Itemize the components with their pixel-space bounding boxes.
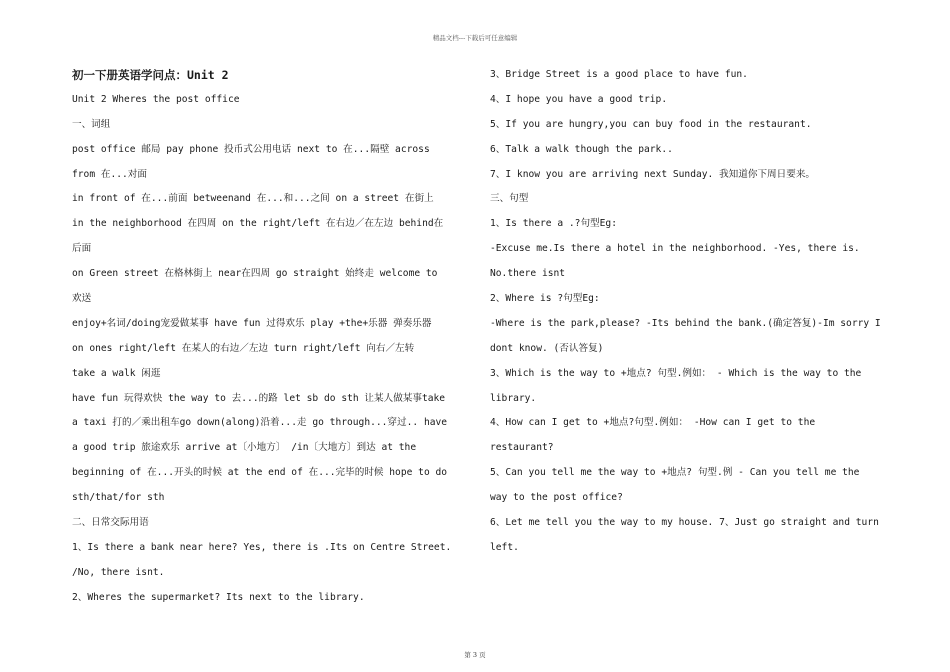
text-line: library. bbox=[490, 392, 537, 404]
text-line: 1、Is there a bank near here? Yes, there is .Its on Centre Street. bbox=[72, 541, 452, 553]
text-line: 1、Is there a .?句型Eg: bbox=[490, 218, 617, 230]
text-line: -Excuse me.Is there a hotel in the neighborhood. -Yes, there is. bbox=[490, 243, 860, 255]
text-line: 后面 bbox=[72, 243, 92, 255]
text-line: way to the post office? bbox=[490, 492, 623, 504]
text-line: 2、Wheres the supermarket? Its next to the library. bbox=[72, 591, 365, 603]
text-line: 5、If you are hungry,you can buy food in the restaurant. bbox=[490, 118, 812, 130]
text-line: beginning of 在...开头的时候 at the end of 在...完毕的时候 hope to do bbox=[72, 467, 448, 479]
text-line: 4、I hope you have a good trip. bbox=[490, 93, 668, 105]
text-line: 3、Which is the way to +地点? 句型.例如： - Which is the way to the bbox=[490, 367, 862, 379]
text-line: on Green street 在格林街上 near在四周 go straight 始终走 welcome to bbox=[72, 268, 438, 280]
text-line: post office 邮局 pay phone 投币式公用电话 next to 在...隔壁 across bbox=[72, 143, 430, 155]
section-heading-expressions: 二、日常交际用语 bbox=[72, 517, 149, 529]
text-line: 欢送 bbox=[72, 293, 92, 305]
text-line: 6、Talk a walk though the park.. bbox=[490, 143, 673, 155]
text-line: sth/that/for sth bbox=[72, 492, 165, 504]
text-line: -Where is the park,please? -Its behind the bank.(确定答复)-Im sorry I bbox=[490, 317, 881, 329]
text-line: 7、I know you are arriving next Sunday. 我知道你下周日要来。 bbox=[490, 168, 816, 180]
text-line: a taxi 打的／乘出租车go down(along)沿着...走 go through...穿过.. have bbox=[72, 417, 448, 429]
text-line: have fun 玩得欢快 the way to 去...的路 let sb do sth 让某人做某事take bbox=[72, 392, 446, 404]
text-line: left. bbox=[490, 541, 519, 553]
text-line: in front of 在...前面 betweenand 在...和...之间 on a street 在街上 bbox=[72, 193, 434, 205]
text-line: enjoy+名词/doing宠爱做某事 have fun 过得欢乐 play +the+乐器 弹奏乐器 bbox=[72, 317, 432, 329]
section-heading-patterns: 三、句型 bbox=[490, 193, 529, 205]
text-line: 6、Let me tell you the way to my house. 7、Just go straight and turn bbox=[490, 517, 879, 529]
text-line: 2、Where is ?句型Eg: bbox=[490, 293, 600, 305]
left-column bbox=[72, 63, 460, 611]
text-line: a good trip 旅途欢乐 arrive at〔小地方〕 /in〔大地方〕到达 at the bbox=[72, 442, 417, 454]
text-line: restaurant? bbox=[490, 442, 554, 454]
text-line: take a walk 闲逛 bbox=[72, 367, 161, 379]
text-line: 5、Can you tell me the way to +地点? 句型.例 - Can you tell me the bbox=[490, 467, 860, 479]
text-line: in the neighborhood 在四周 on the right/left 在右边／在左边 behind在 bbox=[72, 218, 444, 230]
text-line: No.there isnt bbox=[490, 268, 566, 280]
text-line: from 在...对面 bbox=[72, 168, 147, 180]
page-number: 第 3 页 bbox=[464, 651, 486, 659]
text-line: dont know. (否认答复) bbox=[490, 342, 604, 354]
unit-subtitle: Unit 2 Wheres the post office bbox=[72, 93, 240, 105]
text-line: 3、Bridge Street is a good place to have fun. bbox=[490, 69, 748, 80]
page-header: 精品文档---下载后可任意编辑 bbox=[432, 34, 518, 42]
text-line: on ones right/left 在某人的右边／左边 turn right/left 向右／左转 bbox=[72, 342, 415, 354]
right-column bbox=[490, 63, 880, 561]
section-heading-phrases: 一、词组 bbox=[72, 118, 111, 130]
text-line: 4、How can I get to +地点?句型.例如： -How can I get to the bbox=[490, 417, 816, 429]
document-title: 初一下册英语学问点：Unit 2 bbox=[72, 68, 229, 82]
text-line: /No, there isnt. bbox=[72, 566, 165, 578]
